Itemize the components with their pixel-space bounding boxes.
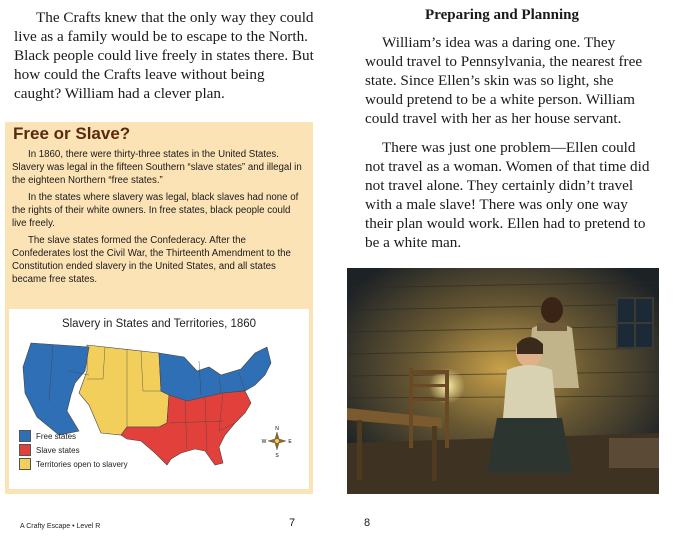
free-west-region	[23, 343, 89, 435]
legend-item	[19, 444, 80, 456]
legend-label: Slave states	[36, 445, 80, 455]
intro-paragraph: The Crafts knew that the only way they could live as a family would be to escape to the North. Black people could live freely in states there. But how could the Crafts leave without being caught? William had a clever plan.	[14, 9, 314, 102]
compass-rose	[262, 426, 293, 459]
compass-w: W	[261, 439, 267, 445]
section-heading: Preparing and Planning	[425, 7, 579, 23]
sidebar-paragraph: In 1860, there were thirty-three states in the United States. Slavery was legal in the fifteen Southern “slave states” and illegal in the eighteen Northern “free states.”	[12, 149, 302, 186]
body-paragraph: William’s idea was a daring one. They would travel to Pennsylvania, the nearest free state. Since Ellen’s skin was so light, she would pretend to be a white person. William could travel with her as her house servant.	[365, 34, 643, 127]
territories-region	[79, 345, 169, 435]
map-title: Slavery in States and Territories, 1860	[61, 318, 257, 330]
legend-swatch	[19, 458, 31, 470]
sidebar-paragraph: In the states where slavery was legal, black slaves had none of the rights of their white owners. In free states, black people could live freely.	[12, 192, 299, 229]
legend-swatch	[19, 430, 31, 442]
body-paragraph: There was just one problem—Ellen could not travel as a woman. Women of that time did not travel alone. They certainly didn’t travel with a male slave! There was only one way their plan would work. Ellen had to pretend to be a white man.	[365, 139, 650, 251]
legend-label: Territories open to slavery	[36, 459, 128, 469]
legend-swatch	[19, 444, 31, 456]
sidebar-box	[5, 122, 313, 494]
page-number-left: 7	[289, 517, 296, 529]
compass-e: E	[288, 439, 292, 445]
compass-s: S	[275, 453, 279, 459]
illustration-crafts-cabin	[347, 268, 659, 494]
legend-label: Free states	[36, 431, 77, 441]
legend-item	[19, 458, 128, 470]
sidebar-text	[12, 148, 304, 290]
sidebar-paragraph: The slave states formed the Confederacy. After the Confederates lost the Civil War, the Thirteenth Amendment to the Constitution ended slavery in the United States, and all states became free states.	[12, 235, 291, 285]
compass-n: N	[275, 426, 279, 432]
map-card	[9, 309, 309, 489]
legend-item	[19, 430, 76, 442]
page-number-right: 8	[364, 517, 371, 529]
sidebar-title: Free or Slave?	[13, 124, 131, 143]
book-footer: A Crafty Escape • Level R	[20, 523, 101, 530]
